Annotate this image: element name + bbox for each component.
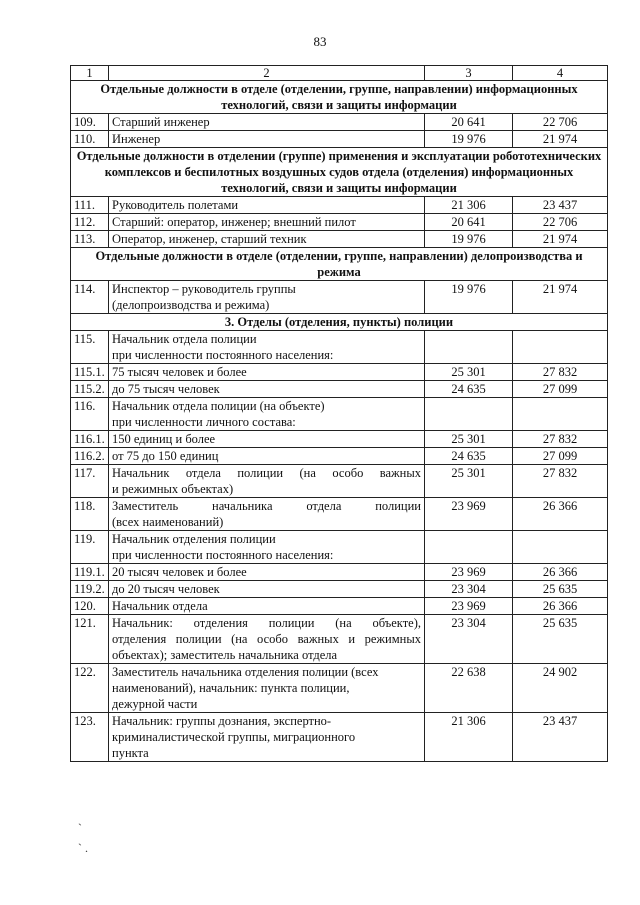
salary-value-col4: 21 974 <box>513 281 608 314</box>
row-number: 119. <box>71 531 109 564</box>
row-number: 120. <box>71 598 109 615</box>
salary-value-col3: 23 304 <box>425 581 513 598</box>
salary-value-col3: 20 641 <box>425 114 513 131</box>
table-row <box>71 498 608 531</box>
row-number: 123. <box>71 713 109 762</box>
position-title <box>109 364 425 381</box>
salary-value-col3: 19 976 <box>425 131 513 148</box>
table-row <box>71 131 608 148</box>
position-title <box>109 615 425 664</box>
position-title-line: Инженер <box>112 132 161 146</box>
salary-value-col4: 26 366 <box>513 564 608 581</box>
salary-value-col3: 22 638 <box>425 664 513 713</box>
column-header: 2 <box>109 66 425 81</box>
salary-value-col4 <box>513 398 608 431</box>
table-row <box>71 197 608 214</box>
position-title <box>109 331 425 364</box>
table-row <box>71 448 608 465</box>
row-number: 116. <box>71 398 109 431</box>
table-row <box>71 713 608 762</box>
salary-value-col4: 25 635 <box>513 615 608 664</box>
position-title <box>109 465 425 498</box>
salary-value-col3: 24 635 <box>425 448 513 465</box>
salary-value-col4: 26 366 <box>513 598 608 615</box>
salary-value-col4: 27 832 <box>513 364 608 381</box>
position-title <box>109 448 425 465</box>
position-title-line: 150 единиц и более <box>112 432 216 446</box>
position-title-line: пункта <box>112 746 149 760</box>
salary-value-col3: 25 301 <box>425 364 513 381</box>
position-title-line: Инспектор – руководитель группы <box>112 282 296 296</box>
position-title-line: и режимных объектах) <box>112 482 234 496</box>
salary-value-col4: 22 706 <box>513 214 608 231</box>
position-title-line: при численности постоянного населения: <box>112 548 334 562</box>
position-title <box>109 281 425 314</box>
table-row <box>71 281 608 314</box>
section-heading: Отдельные должности в отделе (отделении, группе, направлении) делопроизводства и режима <box>71 248 608 281</box>
salary-value-col4: 23 437 <box>513 197 608 214</box>
position-title-line: криминалистической группы, миграционного <box>112 730 356 744</box>
row-number: 116.2. <box>71 448 109 465</box>
position-title-line: дежурной части <box>112 697 198 711</box>
position-title-line: Оператор, инженер, старший техник <box>112 232 307 246</box>
salary-value-col3: 24 635 <box>425 381 513 398</box>
row-number: 119.1. <box>71 564 109 581</box>
salary-value-col3: 19 976 <box>425 281 513 314</box>
salary-value-col4: 27 832 <box>513 431 608 448</box>
salary-value-col4: 24 902 <box>513 664 608 713</box>
position-title-line: Начальник: группы дознания, экспертно- <box>112 714 332 728</box>
table-header-row <box>71 66 608 81</box>
position-title <box>109 531 425 564</box>
position-title <box>109 664 425 713</box>
position-title-line: Начальник отдела полиции (на особо важных <box>112 466 421 480</box>
table-row <box>71 598 608 615</box>
row-number: 110. <box>71 131 109 148</box>
position-title <box>109 398 425 431</box>
position-title-line: Руководитель полетами <box>112 198 239 212</box>
salary-value-col4: 27 832 <box>513 465 608 498</box>
column-header: 1 <box>71 66 109 81</box>
position-title-line: Начальник отдела <box>112 599 208 613</box>
salary-value-col3: 21 306 <box>425 713 513 762</box>
salary-value-col3: 20 641 <box>425 214 513 231</box>
table-row <box>71 364 608 381</box>
position-title <box>109 131 425 148</box>
table-row <box>71 615 608 664</box>
table-row <box>71 114 608 131</box>
position-title-line: до 75 тысяч человек <box>112 382 220 396</box>
column-header: 3 <box>425 66 513 81</box>
row-number: 114. <box>71 281 109 314</box>
row-number: 122. <box>71 664 109 713</box>
position-title <box>109 581 425 598</box>
position-title <box>109 431 425 448</box>
position-title-line: Начальник: отделения полиции (на объекте), <box>112 616 421 630</box>
position-title <box>109 498 425 531</box>
salary-value-col3: 21 306 <box>425 197 513 214</box>
section-heading-row <box>71 314 608 331</box>
salary-value-col4: 21 974 <box>513 131 608 148</box>
table-row <box>71 531 608 564</box>
margin-mark: ` <box>78 821 82 835</box>
salary-value-col3: 23 304 <box>425 615 513 664</box>
page-number: 83 <box>313 34 327 49</box>
row-number: 113. <box>71 231 109 248</box>
position-title <box>109 713 425 762</box>
row-number: 121. <box>71 615 109 664</box>
salary-value-col3: 23 969 <box>425 564 513 581</box>
table-row <box>71 398 608 431</box>
position-title-line: Начальник отдела полиции <box>112 332 257 346</box>
position-title-line: объектах); заместитель начальника отдела <box>112 648 338 662</box>
margin-marks <box>78 818 88 858</box>
position-title-line: Старший инженер <box>112 115 210 129</box>
row-number: 115. <box>71 331 109 364</box>
position-title <box>109 231 425 248</box>
salary-value-col4: 27 099 <box>513 381 608 398</box>
row-number: 117. <box>71 465 109 498</box>
position-title-line: Начальник отделения полиции <box>112 532 276 546</box>
salary-value-col4: 27 099 <box>513 448 608 465</box>
position-title <box>109 564 425 581</box>
salary-value-col3: 25 301 <box>425 465 513 498</box>
column-header: 4 <box>513 66 608 81</box>
position-title-line: при численности постоянного населения: <box>112 348 334 362</box>
section-heading: 3. Отделы (отделения, пункты) полиции <box>71 314 608 331</box>
position-title-line: при численности личного состава: <box>112 415 296 429</box>
position-title-line: Заместитель начальника отделения полиции (всех <box>112 665 379 679</box>
row-number: 119.2. <box>71 581 109 598</box>
table-row <box>71 581 608 598</box>
salary-value-col4: 22 706 <box>513 114 608 131</box>
position-title-line: (делопроизводства и режима) <box>112 298 270 312</box>
section-heading: Отдельные должности в отделе (отделении, группе, направлении) информационных технологий, связи и защиты информации <box>71 81 608 114</box>
position-title-line: (всех наименований) <box>112 515 224 529</box>
row-number: 115.2. <box>71 381 109 398</box>
salary-table <box>70 65 608 762</box>
salary-value-col3 <box>425 531 513 564</box>
position-title-line: 20 тысяч человек и более <box>112 565 247 579</box>
position-title-line: Начальник отдела полиции (на объекте) <box>112 399 325 413</box>
salary-value-col3: 19 976 <box>425 231 513 248</box>
salary-value-col3 <box>425 398 513 431</box>
salary-value-col4: 26 366 <box>513 498 608 531</box>
section-heading-row <box>71 248 608 281</box>
position-title-line: от 75 до 150 единиц <box>112 449 219 463</box>
salary-value-col3 <box>425 331 513 364</box>
salary-value-col3: 25 301 <box>425 431 513 448</box>
salary-value-col4: 23 437 <box>513 713 608 762</box>
table-row <box>71 664 608 713</box>
table-row <box>71 231 608 248</box>
position-title-line: наименований), начальник: пункта полиции, <box>112 681 350 695</box>
row-number: 115.1. <box>71 364 109 381</box>
table-row <box>71 431 608 448</box>
salary-value-col3: 23 969 <box>425 598 513 615</box>
table-row <box>71 564 608 581</box>
position-title <box>109 598 425 615</box>
row-number: 118. <box>71 498 109 531</box>
section-heading: Отдельные должности в отделении (группе) применения и эксплуатации робототехнических комплексов и беспилотных воздушных судов отдела (отделения) информационных технологий, связи и защиты информации <box>71 148 608 197</box>
position-title-line: 75 тысяч человек и более <box>112 365 247 379</box>
salary-value-col4 <box>513 331 608 364</box>
section-heading-row <box>71 81 608 114</box>
row-number: 109. <box>71 114 109 131</box>
table-row <box>71 331 608 364</box>
salary-value-col3: 23 969 <box>425 498 513 531</box>
salary-value-col4: 21 974 <box>513 231 608 248</box>
section-heading-row <box>71 148 608 197</box>
position-title <box>109 381 425 398</box>
margin-mark: ` . <box>78 841 88 855</box>
table-row <box>71 214 608 231</box>
table-row <box>71 381 608 398</box>
row-number: 112. <box>71 214 109 231</box>
position-title <box>109 114 425 131</box>
salary-value-col4: 25 635 <box>513 581 608 598</box>
salary-value-col4 <box>513 531 608 564</box>
position-title-line: Старший: оператор, инженер; внешний пилот <box>112 215 356 229</box>
position-title-line: Заместитель начальника отдела полиции <box>112 499 421 513</box>
row-number: 111. <box>71 197 109 214</box>
row-number: 116.1. <box>71 431 109 448</box>
table-row <box>71 465 608 498</box>
position-title-line: отделения полиции (на особо важных и режимных <box>112 632 421 646</box>
position-title-line: до 20 тысяч человек <box>112 582 220 596</box>
position-title <box>109 197 425 214</box>
position-title <box>109 214 425 231</box>
